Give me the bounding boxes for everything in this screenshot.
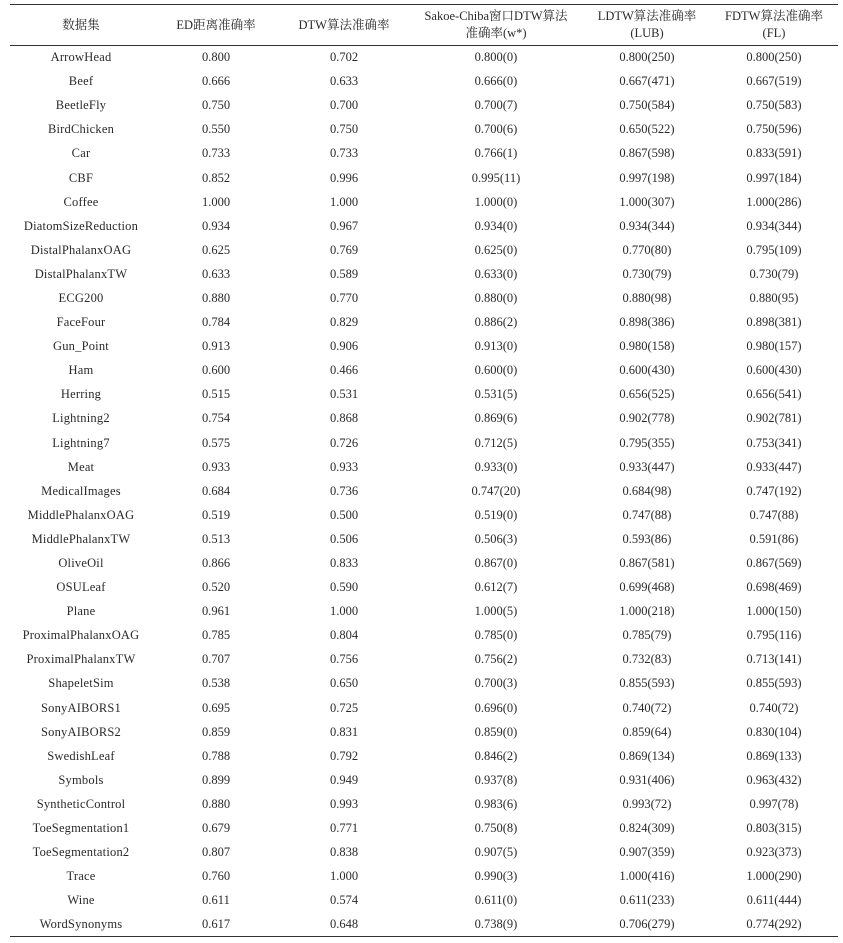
cell-dtw: 0.993 bbox=[329, 796, 359, 811]
cell-ldtw: 0.611(233) bbox=[619, 893, 675, 908]
cell-dtw: 1.000 bbox=[329, 194, 359, 209]
cell-fdtw: 0.898(381) bbox=[746, 315, 802, 330]
cell-fdtw: 0.656(541) bbox=[746, 387, 802, 402]
cell-dataset: ToeSegmentation2 bbox=[32, 845, 130, 860]
cell-fdtw: 0.830(104) bbox=[746, 724, 802, 739]
cell-sakoe: 0.612(7) bbox=[474, 580, 518, 595]
cell-ed: 0.754 bbox=[201, 411, 231, 426]
cell-sakoe: 0.859(0) bbox=[474, 724, 518, 739]
cell-dtw: 0.702 bbox=[329, 50, 359, 65]
cell-ldtw: 0.934(344) bbox=[619, 218, 675, 233]
cell-sakoe: 0.913(0) bbox=[474, 339, 518, 354]
table-row bbox=[10, 479, 838, 503]
cell-dtw: 0.771 bbox=[329, 821, 359, 836]
cell-dataset: SwedishLeaf bbox=[47, 748, 115, 763]
cell-ed: 0.784 bbox=[201, 315, 231, 330]
cell-dataset: FaceFour bbox=[56, 315, 106, 330]
cell-ed: 0.666 bbox=[201, 74, 231, 89]
cell-ldtw: 0.859(64) bbox=[622, 724, 672, 739]
cell-ed: 0.707 bbox=[201, 652, 231, 667]
cell-dtw: 0.589 bbox=[329, 266, 359, 281]
cell-dtw: 0.933 bbox=[329, 459, 359, 474]
cell-ed: 0.807 bbox=[201, 845, 231, 860]
header-fdtw bbox=[710, 5, 838, 46]
cell-ed: 0.519 bbox=[201, 507, 231, 522]
cell-dataset: Car bbox=[71, 146, 91, 161]
cell-ldtw: 0.785(79) bbox=[622, 628, 672, 643]
cell-dataset: Coffee bbox=[63, 194, 99, 209]
cell-sakoe: 0.800(0) bbox=[474, 50, 518, 65]
cell-sakoe: 0.712(5) bbox=[474, 435, 518, 450]
cell-ldtw: 0.747(88) bbox=[622, 507, 672, 522]
cell-ldtw: 0.770(80) bbox=[622, 242, 672, 257]
cell-dataset: WordSynonyms bbox=[10, 913, 152, 937]
cell-fdtw: 0.800(250) bbox=[746, 50, 802, 65]
cell-ldtw: 0.684(98) bbox=[622, 483, 672, 498]
cell-ldtw: 0.667(471) bbox=[619, 74, 675, 89]
table-row bbox=[10, 865, 838, 889]
cell-dtw: 0.756 bbox=[329, 652, 359, 667]
cell-ed: 0.575 bbox=[201, 435, 231, 450]
table-row bbox=[10, 744, 838, 768]
cell-dataset: DistalPhalanxTW bbox=[34, 266, 128, 281]
cell-fdtw: 0.740(72) bbox=[749, 700, 799, 715]
cell-fdtw: 0.774(292) bbox=[710, 913, 838, 937]
cell-fdtw: 0.611(444) bbox=[746, 893, 802, 908]
cell-dtw: 0.967 bbox=[329, 218, 359, 233]
cell-ed: 0.961 bbox=[201, 604, 231, 619]
cell-ldtw: 0.869(134) bbox=[619, 748, 675, 763]
cell-fdtw: 0.750(583) bbox=[746, 98, 802, 113]
cell-ldtw: 0.732(83) bbox=[622, 652, 672, 667]
cell-fdtw: 0.747(88) bbox=[749, 507, 799, 522]
table-row bbox=[10, 383, 838, 407]
table-row bbox=[10, 600, 838, 624]
header-dtw: DTW算法准确率 bbox=[280, 5, 408, 46]
cell-fdtw: 0.867(569) bbox=[746, 556, 802, 571]
cell-fdtw: 0.591(86) bbox=[749, 531, 799, 546]
cell-ed: 0.913 bbox=[201, 339, 231, 354]
cell-sakoe: 0.934(0) bbox=[474, 218, 518, 233]
table-row bbox=[10, 455, 838, 479]
table-row bbox=[10, 431, 838, 455]
cell-ldtw: 0.933(447) bbox=[619, 459, 675, 474]
cell-sakoe: 0.785(0) bbox=[474, 628, 518, 643]
cell-dataset: SonyAIBORS2 bbox=[41, 724, 121, 739]
cell-sakoe: 0.933(0) bbox=[474, 459, 518, 474]
table-row bbox=[10, 624, 838, 648]
cell-dtw: 0.804 bbox=[329, 628, 359, 643]
cell-ldtw: 0.656(525) bbox=[619, 387, 675, 402]
cell-dtw: 0.769 bbox=[329, 242, 359, 257]
cell-dtw: 0.531 bbox=[329, 387, 359, 402]
cell-fdtw: 0.795(116) bbox=[746, 628, 802, 643]
cell-sakoe: 0.666(0) bbox=[474, 74, 518, 89]
cell-ed: 0.520 bbox=[201, 580, 231, 595]
cell-ldtw: 0.898(386) bbox=[619, 315, 675, 330]
header-ldtw-line2: (LUB) bbox=[630, 26, 664, 40]
cell-dataset: Wine bbox=[67, 893, 95, 908]
cell-ed: 0.899 bbox=[201, 772, 231, 787]
cell-fdtw: 0.997(78) bbox=[749, 796, 799, 811]
cell-ldtw: 0.824(309) bbox=[619, 821, 675, 836]
table-row bbox=[10, 817, 838, 841]
cell-dataset: Herring bbox=[60, 387, 102, 402]
cell-dtw: 0.838 bbox=[329, 845, 359, 860]
cell-ldtw: 0.993(72) bbox=[622, 796, 672, 811]
cell-dataset: Trace bbox=[66, 869, 96, 884]
cell-fdtw: 0.803(315) bbox=[746, 821, 802, 836]
cell-dtw: 0.829 bbox=[329, 315, 359, 330]
cell-fdtw: 0.963(432) bbox=[746, 772, 802, 787]
cell-dataset: Lightning7 bbox=[52, 435, 110, 450]
header-ldtw-line1: LDTW算法准确率 bbox=[597, 9, 697, 23]
cell-dataset: ArrowHead bbox=[50, 50, 112, 65]
cell-sakoe: 0.907(5) bbox=[474, 845, 518, 860]
header-sakoe-line2: 准确率(w*) bbox=[465, 26, 527, 40]
cell-fdtw: 0.855(593) bbox=[746, 676, 802, 691]
cell-ed: 0.933 bbox=[201, 459, 231, 474]
accuracy-table bbox=[10, 4, 838, 937]
cell-dataset: OSULeaf bbox=[56, 580, 106, 595]
cell-dtw: 0.949 bbox=[329, 772, 359, 787]
table-row bbox=[10, 46, 838, 70]
cell-ldtw: 0.600(430) bbox=[619, 363, 675, 378]
table-row bbox=[10, 407, 838, 431]
cell-dataset: ToeSegmentation1 bbox=[32, 821, 130, 836]
cell-sakoe: 0.747(20) bbox=[471, 483, 521, 498]
cell-sakoe: 0.766(1) bbox=[474, 146, 518, 161]
cell-ed: 0.684 bbox=[201, 483, 231, 498]
cell-ed: 0.550 bbox=[201, 122, 231, 137]
cell-ldtw: 0.750(584) bbox=[619, 98, 675, 113]
cell-dataset: Beef bbox=[68, 74, 94, 89]
table-row bbox=[10, 190, 838, 214]
cell-dtw: 0.868 bbox=[329, 411, 359, 426]
table-row bbox=[10, 576, 838, 600]
cell-fdtw: 0.980(157) bbox=[746, 339, 802, 354]
cell-dtw: 1.000 bbox=[329, 869, 359, 884]
cell-sakoe: 0.995(11) bbox=[471, 170, 521, 185]
cell-ed: 0.625 bbox=[201, 242, 231, 257]
cell-dataset: CBF bbox=[68, 170, 94, 185]
cell-ldtw: 0.855(593) bbox=[619, 676, 675, 691]
cell-ed: 0.513 bbox=[201, 531, 231, 546]
cell-dtw: 0.725 bbox=[329, 700, 359, 715]
cell-fdtw: 0.869(133) bbox=[746, 748, 802, 763]
cell-sakoe: 0.738(9) bbox=[408, 913, 584, 937]
cell-fdtw: 1.000(150) bbox=[746, 604, 802, 619]
cell-sakoe: 0.633(0) bbox=[474, 266, 518, 281]
header-fdtw-line2: (FL) bbox=[762, 26, 786, 40]
table-row bbox=[10, 648, 838, 672]
cell-fdtw: 0.833(591) bbox=[746, 146, 802, 161]
cell-fdtw: 0.795(109) bbox=[746, 242, 802, 257]
cell-sakoe: 0.867(0) bbox=[474, 556, 518, 571]
cell-dataset: Gun_Point bbox=[53, 339, 109, 354]
header-ed: ED距离准确率 bbox=[152, 5, 280, 46]
cell-dataset: OliveOil bbox=[58, 556, 104, 571]
cell-sakoe: 0.531(5) bbox=[474, 387, 518, 402]
cell-sakoe: 0.750(8) bbox=[474, 821, 518, 836]
cell-sakoe: 0.990(3) bbox=[474, 869, 518, 884]
cell-sakoe: 0.846(2) bbox=[474, 748, 518, 763]
table-row bbox=[10, 889, 838, 913]
cell-dtw: 0.500 bbox=[329, 507, 359, 522]
table-row bbox=[10, 720, 838, 744]
cell-ed: 1.000 bbox=[201, 194, 231, 209]
cell-dataset: SyntheticControl bbox=[36, 796, 126, 811]
cell-ed: 0.750 bbox=[201, 98, 231, 113]
table-row bbox=[10, 672, 838, 696]
cell-sakoe: 0.937(8) bbox=[474, 772, 518, 787]
cell-dataset: MiddlePhalanxOAG bbox=[27, 507, 135, 522]
cell-fdtw: 1.000(290) bbox=[746, 869, 802, 884]
cell-dtw: 0.996 bbox=[329, 170, 359, 185]
cell-ed: 0.600 bbox=[201, 363, 231, 378]
table-body bbox=[10, 46, 838, 937]
table-row bbox=[10, 214, 838, 238]
cell-fdtw: 0.600(430) bbox=[746, 363, 802, 378]
cell-dataset: BirdChicken bbox=[47, 122, 115, 137]
cell-ed: 0.760 bbox=[201, 869, 231, 884]
cell-dtw: 0.726 bbox=[329, 435, 359, 450]
cell-ldtw: 0.980(158) bbox=[619, 339, 675, 354]
cell-dataset: Lightning2 bbox=[52, 411, 110, 426]
cell-dtw: 0.833 bbox=[329, 556, 359, 571]
table-row bbox=[10, 118, 838, 142]
table-row bbox=[10, 335, 838, 359]
cell-dtw: 0.506 bbox=[329, 531, 359, 546]
table-row bbox=[10, 551, 838, 575]
cell-ldtw: 0.795(355) bbox=[619, 435, 675, 450]
cell-ed: 0.866 bbox=[201, 556, 231, 571]
table-row bbox=[10, 286, 838, 310]
cell-dataset: ProximalPhalanxOAG bbox=[22, 628, 140, 643]
cell-dataset: ShapeletSim bbox=[48, 676, 114, 691]
cell-dataset: Meat bbox=[67, 459, 95, 474]
cell-fdtw: 0.667(519) bbox=[746, 74, 802, 89]
cell-fdtw: 0.923(373) bbox=[746, 845, 802, 860]
cell-ed: 0.788 bbox=[201, 748, 231, 763]
cell-sakoe: 0.519(0) bbox=[474, 507, 518, 522]
table-row bbox=[10, 166, 838, 190]
cell-sakoe: 0.869(6) bbox=[474, 411, 518, 426]
cell-ldtw: 0.593(86) bbox=[622, 531, 672, 546]
cell-dataset: ECG200 bbox=[58, 290, 104, 305]
table-row bbox=[10, 768, 838, 792]
cell-dataset: ProximalPhalanxTW bbox=[26, 652, 136, 667]
cell-fdtw: 0.753(341) bbox=[746, 435, 802, 450]
header-dataset: 数据集 bbox=[10, 5, 152, 46]
cell-dataset: DiatomSizeReduction bbox=[23, 218, 139, 233]
cell-dataset: BeetleFly bbox=[55, 98, 107, 113]
cell-fdtw: 0.997(184) bbox=[746, 170, 802, 185]
cell-dtw: 0.648 bbox=[280, 913, 408, 937]
cell-dataset: MedicalImages bbox=[41, 483, 121, 498]
cell-ed: 0.733 bbox=[201, 146, 231, 161]
cell-dataset: Ham bbox=[68, 363, 94, 378]
cell-ed: 0.633 bbox=[201, 266, 231, 281]
table-row bbox=[10, 262, 838, 286]
cell-dataset: MiddlePhalanxTW bbox=[31, 531, 131, 546]
cell-sakoe: 0.696(0) bbox=[474, 700, 518, 715]
cell-dtw: 0.792 bbox=[329, 748, 359, 763]
cell-dtw: 0.831 bbox=[329, 724, 359, 739]
cell-fdtw: 0.698(469) bbox=[746, 580, 802, 595]
cell-sakoe: 0.625(0) bbox=[474, 242, 518, 257]
cell-ldtw: 0.931(406) bbox=[619, 772, 675, 787]
cell-fdtw: 1.000(286) bbox=[746, 194, 802, 209]
table-row bbox=[10, 913, 838, 937]
cell-sakoe: 0.700(7) bbox=[474, 98, 518, 113]
cell-ldtw: 0.867(598) bbox=[619, 146, 675, 161]
cell-dtw: 0.750 bbox=[329, 122, 359, 137]
cell-fdtw: 0.730(79) bbox=[749, 266, 799, 281]
header-sakoe-line1: Sakoe-Chiba窗口DTW算法 bbox=[424, 9, 568, 23]
table-row bbox=[10, 527, 838, 551]
cell-dataset: Symbols bbox=[58, 772, 104, 787]
table-row bbox=[10, 142, 838, 166]
cell-ed: 0.800 bbox=[201, 50, 231, 65]
cell-sakoe: 0.886(2) bbox=[474, 315, 518, 330]
cell-ldtw: 0.800(250) bbox=[619, 50, 675, 65]
table-header bbox=[10, 5, 838, 46]
cell-dataset: DistalPhalanxOAG bbox=[30, 242, 132, 257]
cell-dtw: 0.770 bbox=[329, 290, 359, 305]
cell-dtw: 0.633 bbox=[329, 74, 359, 89]
cell-dataset: SonyAIBORS1 bbox=[41, 700, 121, 715]
cell-ed: 0.611 bbox=[202, 893, 230, 908]
cell-ldtw: 0.907(359) bbox=[619, 845, 675, 860]
cell-sakoe: 0.756(2) bbox=[474, 652, 518, 667]
cell-ldtw: 0.902(778) bbox=[619, 411, 675, 426]
header-fdtw-line1: FDTW算法准确率 bbox=[725, 9, 823, 23]
cell-fdtw: 0.747(192) bbox=[746, 483, 802, 498]
cell-ldtw: 0.730(79) bbox=[622, 266, 672, 281]
table-row bbox=[10, 70, 838, 94]
cell-dataset: Plane bbox=[66, 604, 96, 619]
cell-ldtw: 1.000(307) bbox=[619, 194, 675, 209]
cell-sakoe: 0.700(3) bbox=[474, 676, 518, 691]
cell-dtw: 0.700 bbox=[329, 98, 359, 113]
cell-ldtw: 1.000(218) bbox=[619, 604, 675, 619]
table-row bbox=[10, 503, 838, 527]
cell-fdtw: 0.934(344) bbox=[746, 218, 802, 233]
cell-sakoe: 1.000(0) bbox=[474, 194, 518, 209]
cell-dtw: 0.574 bbox=[329, 893, 359, 908]
cell-fdtw: 0.880(95) bbox=[749, 290, 799, 305]
cell-sakoe: 0.600(0) bbox=[474, 363, 518, 378]
cell-sakoe: 1.000(5) bbox=[474, 604, 518, 619]
cell-dtw: 0.590 bbox=[329, 580, 359, 595]
header-ldtw bbox=[584, 5, 710, 46]
cell-ed: 0.852 bbox=[201, 170, 231, 185]
table-row bbox=[10, 94, 838, 118]
cell-ed: 0.695 bbox=[201, 700, 231, 715]
cell-ldtw: 0.880(98) bbox=[622, 290, 672, 305]
cell-dtw: 1.000 bbox=[329, 604, 359, 619]
table-row bbox=[10, 238, 838, 262]
cell-ldtw: 0.867(581) bbox=[619, 556, 675, 571]
cell-ldtw: 0.650(522) bbox=[619, 122, 675, 137]
cell-ed: 0.617 bbox=[152, 913, 280, 937]
table-row bbox=[10, 841, 838, 865]
cell-ed: 0.538 bbox=[201, 676, 231, 691]
cell-ed: 0.785 bbox=[201, 628, 231, 643]
cell-fdtw: 0.713(141) bbox=[746, 652, 802, 667]
cell-ldtw: 0.740(72) bbox=[622, 700, 672, 715]
header-sakoe bbox=[408, 5, 584, 46]
table-row bbox=[10, 311, 838, 335]
cell-sakoe: 0.611(0) bbox=[474, 893, 518, 908]
table-row bbox=[10, 359, 838, 383]
table-row bbox=[10, 792, 838, 816]
cell-fdtw: 0.902(781) bbox=[746, 411, 802, 426]
cell-fdtw: 0.933(447) bbox=[746, 459, 802, 474]
cell-ed: 0.934 bbox=[201, 218, 231, 233]
cell-dtw: 0.650 bbox=[329, 676, 359, 691]
cell-ldtw: 0.706(279) bbox=[584, 913, 710, 937]
cell-ed: 0.859 bbox=[201, 724, 231, 739]
cell-ed: 0.679 bbox=[201, 821, 231, 836]
cell-sakoe: 0.700(6) bbox=[474, 122, 518, 137]
cell-ldtw: 0.997(198) bbox=[619, 170, 675, 185]
cell-dtw: 0.466 bbox=[329, 363, 359, 378]
cell-sakoe: 0.506(3) bbox=[474, 531, 518, 546]
cell-sakoe: 0.880(0) bbox=[474, 290, 518, 305]
cell-ed: 0.880 bbox=[201, 290, 231, 305]
table-row bbox=[10, 696, 838, 720]
cell-fdtw: 0.750(596) bbox=[746, 122, 802, 137]
cell-ldtw: 0.699(468) bbox=[619, 580, 675, 595]
header-row bbox=[10, 5, 838, 46]
cell-sakoe: 0.983(6) bbox=[474, 796, 518, 811]
cell-dtw: 0.736 bbox=[329, 483, 359, 498]
cell-ldtw: 1.000(416) bbox=[619, 869, 675, 884]
results-table-container bbox=[10, 4, 823, 937]
cell-dtw: 0.733 bbox=[329, 146, 359, 161]
cell-ed: 0.880 bbox=[201, 796, 231, 811]
cell-dtw: 0.906 bbox=[329, 339, 359, 354]
cell-ed: 0.515 bbox=[201, 387, 231, 402]
